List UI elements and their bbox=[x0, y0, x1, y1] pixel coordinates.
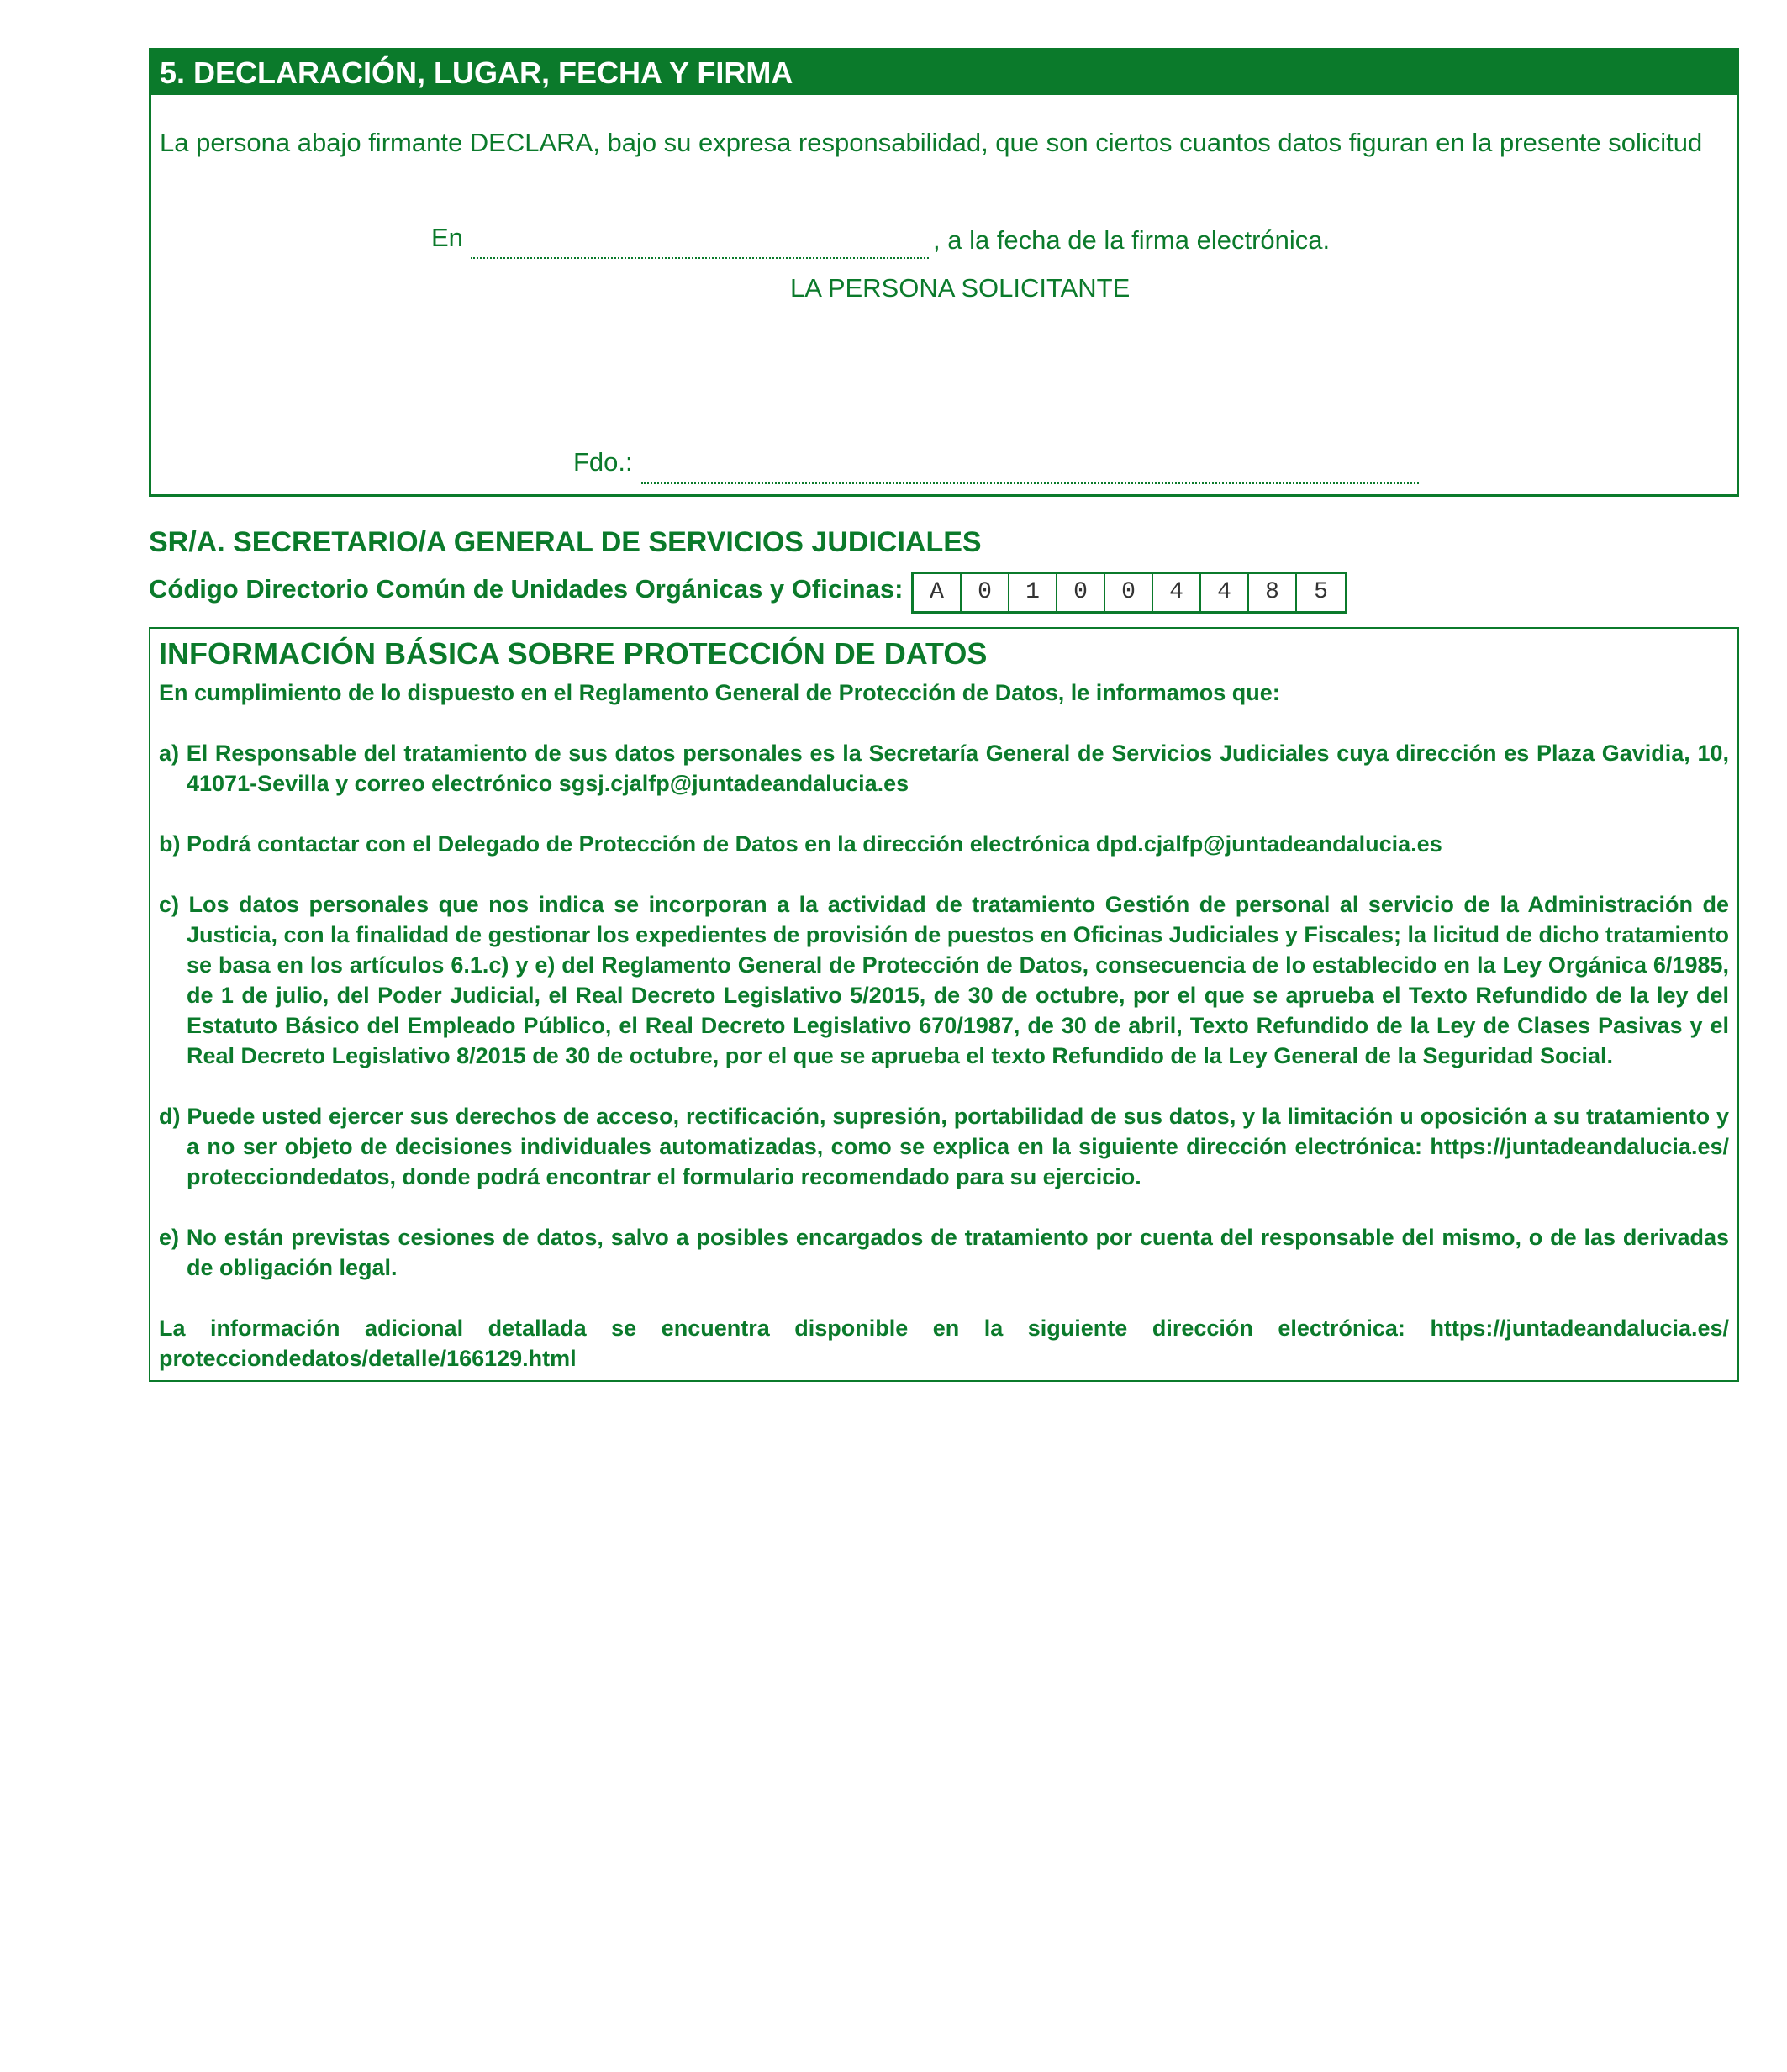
code-char: 4 bbox=[1201, 574, 1249, 611]
data-protection-item-d: d) Puede usted ejercer sus derechos de acceso, rectificación, supresión, portabilidad de sus datos, y la limitación u oposición a su tratamiento y a no ser objeto de decisiones individuales automatizadas, como se explica en la siguiente dirección electrónica: https://juntadeandalucia.es/ protecciondedatos, donde podrá encontrar el formulario recomendado para su ejercicio. bbox=[159, 1104, 1729, 1189]
directory-code-boxes bbox=[911, 572, 1347, 614]
declaration-text: La persona abajo firmante DECLARA, bajo su expresa responsabilidad, que son ciertos cuantos datos figuran en la presente solicitud bbox=[160, 128, 1703, 157]
place-field[interactable] bbox=[471, 257, 929, 259]
data-protection-title: INFORMACIÓN BÁSICA SOBRE PROTECCIÓN DE DATOS bbox=[159, 636, 988, 671]
data-protection-item-a: a) El Responsable del tratamiento de sus datos personales es la Secretaría General de Servicios Judiciales cuya dirección es Plaza Gavidia, 10, 41071-Sevilla y correo electrónico sgsj.cjalfp@juntadeandalucia.es bbox=[159, 741, 1729, 796]
code-char: 0 bbox=[1057, 574, 1105, 611]
section-header: 5. DECLARACIÓN, LUGAR, FECHA Y FIRMA bbox=[151, 50, 1737, 95]
code-char: 4 bbox=[1153, 574, 1201, 611]
signature-field[interactable] bbox=[641, 482, 1419, 484]
place-label: En bbox=[431, 223, 463, 252]
code-char: 8 bbox=[1249, 574, 1297, 611]
applicant-label: LA PERSONA SOLICITANTE bbox=[790, 273, 1131, 303]
code-char: 5 bbox=[1314, 579, 1328, 605]
code-char: A bbox=[914, 574, 962, 611]
declaration-section bbox=[149, 48, 1739, 497]
directory-code-label: Código Directorio Común de Unidades Orgánicas y Oficinas: bbox=[149, 574, 904, 604]
signature-label: Fdo.: bbox=[573, 447, 633, 477]
code-char: 0 bbox=[1105, 574, 1153, 611]
data-protection-box bbox=[149, 627, 1739, 1382]
code-char: 0 bbox=[962, 574, 1009, 611]
data-protection-item-e: e) No están previstas cesiones de datos, salvo a posibles encargados de tratamiento por cuenta del responsable del mismo, o de las derivadas de obligación legal. bbox=[159, 1225, 1729, 1280]
date-suffix-text: , a la fecha de la firma electrónica. bbox=[933, 225, 1331, 255]
data-protection-intro: En cumplimiento de lo dispuesto en el Reglamento General de Protección de Datos, le informamos que: bbox=[159, 680, 1280, 705]
recipient-title: SR/A. SECRETARIO/A GENERAL DE SERVICIOS JUDICIALES bbox=[149, 526, 982, 558]
data-protection-item-c: c) Los datos personales que nos indica se incorporan a la actividad de tratamiento Gestión de personal al servicio de la Administración de Justicia, con la finalidad de gestionar los expedientes de provisión de puestos en Oficinas Judiciales y Fiscales; la licitud de dicho tratamiento se basa en los artículos 6.1.c) y e) del Reglamento General de Protección de Datos, consecuencia de lo establecido en la Ley Orgánica 6/1985, de 1 de julio, del Poder Judicial, el Real Decreto Legislativo 5/2015, de 30 de octubre, por el que se aprueba el Texto Refundido de la ley del Estatuto Básico del Empleado Público, el Real Decreto Legislativo 670/1987, de 30 de abril, Texto Refundido de la Ley de Clases Pasivas y el Real Decreto Legislativo 8/2015 de 30 de octubre, por el que se aprueba el texto Refundido de la Ley General de la Seguridad Social. bbox=[159, 892, 1730, 1068]
data-protection-additional: La información adicional detallada se encuentra disponible en la siguiente dirección electrónica: https://juntadeandalucia.es/ protecciondedatos/detalle/166129.html bbox=[159, 1315, 1729, 1371]
code-char: 1 bbox=[1009, 574, 1057, 611]
data-protection-item-b: b) Podrá contactar con el Delegado de Protección de Datos en la dirección electrónica dpd.cjalfp@juntadeandalucia.es bbox=[159, 831, 1442, 857]
